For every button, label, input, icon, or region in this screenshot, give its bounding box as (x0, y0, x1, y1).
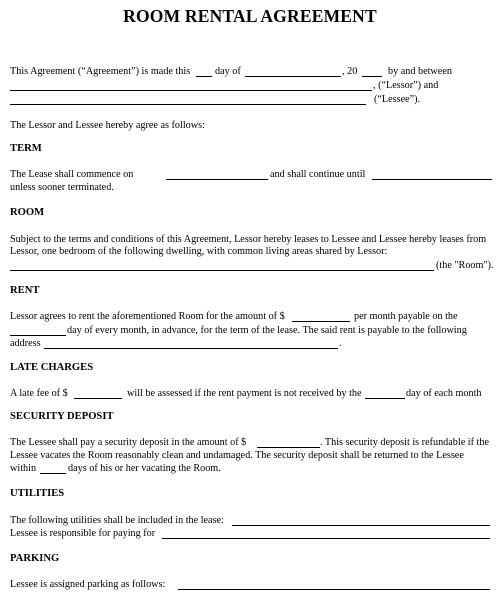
lessee-name-field[interactable] (10, 104, 366, 105)
deposit-text-2: Lessee vacates the Room reasonably clean and undamaged. The security deposit shall be returned to the Lessee (10, 450, 464, 461)
intro-line1-text-d: by and between (388, 66, 452, 77)
deposit-amount-field[interactable] (257, 447, 320, 448)
term-text-a: The Lease shall commence on (10, 169, 134, 180)
late-text-a: A late fee of $ (10, 388, 68, 399)
lessor-name-field[interactable] (10, 90, 372, 91)
commence-date-field[interactable] (166, 179, 268, 180)
deposit-text-3b: days of his or her vacating the Room. (68, 463, 221, 474)
intro-line1-text-b: day of (215, 66, 241, 77)
rent-text-2: day of every month, in advance, for the term of the lease. The said rent is payable to the following (67, 325, 467, 336)
agree-text: The Lessor and Lessee hereby agree as follows: (10, 120, 205, 131)
deposit-text-1a: The Lessee shall pay a security deposit in the amount of $ (10, 437, 247, 448)
late-charges-heading: LATE CHARGES (10, 362, 94, 373)
rent-heading: RENT (10, 285, 40, 296)
intro-lessee-label: (“Lessee”). (374, 94, 421, 105)
parking-text-1: Lessee is assigned parking as follows: (10, 579, 166, 590)
document-title: ROOM RENTAL AGREEMENT (123, 6, 377, 26)
lessee-utilities-field[interactable] (162, 538, 490, 539)
room-text-1: Subject to the terms and conditions of this Agreement, Lessor hereby leases to Lessee and Lessee hereby leases from (10, 234, 487, 245)
deposit-text-3a: within (10, 463, 37, 474)
room-heading: ROOM (10, 207, 45, 218)
utilities-heading: UTILITIES (10, 488, 65, 499)
late-text-c: day of each month (406, 388, 482, 399)
intro-lessor-label: , (“Lessor”) and (373, 80, 439, 91)
security-deposit-heading: SECURITY DEPOSIT (10, 411, 114, 422)
rent-text-1b: per month payable on the (354, 311, 458, 322)
rent-due-day-field[interactable] (10, 335, 66, 336)
end-date-field[interactable] (372, 179, 492, 180)
deposit-text-1b: . This security deposit is refundable if the (320, 437, 489, 448)
utilities-text-2: Lessee is responsible for paying for (10, 528, 156, 539)
utilities-text-1: The following utilities shall be included in the lease: (10, 515, 224, 526)
late-day-field[interactable] (365, 398, 405, 399)
term-text-b: and shall continue until (270, 169, 366, 180)
dwelling-address-field[interactable] (10, 270, 434, 271)
late-text-b: will be assessed if the rent payment is not received by the (127, 388, 362, 399)
parking-assignment-field[interactable] (178, 589, 490, 590)
room-text-3: (the "Room"). (436, 260, 494, 271)
intro-line1-text-a: This Agreement (“Agreement”) is made this (10, 66, 191, 77)
rent-amount-field[interactable] (292, 321, 350, 322)
month-field[interactable] (245, 76, 341, 77)
room-text-2: Lessor, one bedroom of the following dwelling, with common living areas shared by Lessor: (10, 246, 388, 257)
term-text-c: unless sooner terminated. (10, 182, 114, 193)
included-utilities-field[interactable] (232, 525, 490, 526)
intro-line1-text-c: , 20 (342, 66, 358, 77)
day-number-field[interactable] (196, 76, 212, 77)
payment-address-field[interactable] (44, 348, 338, 349)
rent-text-3b: . (339, 338, 342, 349)
rent-text-3a: address (10, 338, 41, 349)
rent-text-1a: Lessor agrees to rent the aforementioned Room for the amount of $ (10, 311, 285, 322)
deposit-return-days-field[interactable] (40, 473, 66, 474)
parking-heading: PARKING (10, 553, 60, 564)
year-field[interactable] (362, 76, 382, 77)
late-fee-amount-field[interactable] (74, 398, 122, 399)
term-heading: TERM (10, 143, 42, 154)
